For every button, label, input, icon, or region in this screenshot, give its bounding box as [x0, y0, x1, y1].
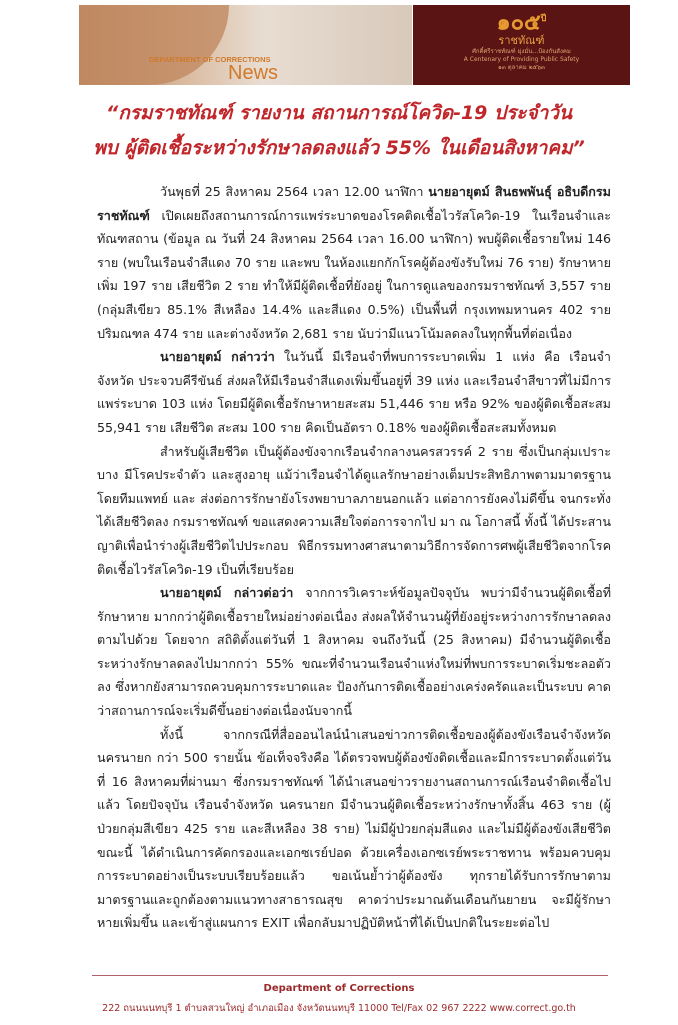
line-text: ซึ่งกรมราชทัณฑ์ ได้นำเสนอข่าวรายงานสถานการณ์เรือนจำติดเชื้อไปแล้ว โดยปัจจุบัน เรือนจำจังหวัด	[97, 773, 611, 813]
line-text: ในห้องแยกกักโรคผู้ต้องขังรับใหม่ 76 ราย) รักษาหายเพิ่ม 197 ราย เสียชีวิต 2 ราย ทำให้มีผู้ติดเชื้อที่ยังอยู่	[97, 254, 611, 294]
banner-arch-graphic	[79, 5, 229, 85]
anniversary-slogan-th: ศักดิ์ศรีราชทัณฑ์ มุ่งมั่น...ป้องกันสังคม	[472, 48, 571, 56]
line-text: สถิติตั้งแต่วันที่ 1 สิงหาคม จนถึงวันนี้ (25 สิงหาคม) มีจำนวนผู้ติดเชื้อระหว่างรักษาลดลงไปมากกว่า 55%	[97, 632, 611, 671]
line-text: มีโรคประจำตัว และสูงอายุ แม้ว่าเรือนจำได้ดูแลรักษาอย่างเต็มประสิทธิภาพตามมาตรฐานโดยทีมแพทย์ และ	[97, 467, 611, 506]
line-text: 103 แห่ง โดยมีผู้ติดเชื้อรักษาหายสะสม 51,446 ราย หรือ 92% ของผู้ติดเชื้อสะสม 55,941 ราย เสียชีวิต	[97, 396, 611, 435]
article-body	[97, 180, 611, 935]
line-text: สำหรับผู้เสียชีวิต เป็นผู้ต้องขังจากเรือนจำกลางนครสวรรค์ 2 ราย ซึ่งเป็นกลุ่มเปราะบาง	[97, 443, 611, 483]
speaker-name: นายอายุตม์ กล่าวต่อว่า	[160, 585, 294, 601]
footer-org: Department of Corrections	[263, 983, 415, 994]
header-banner	[79, 5, 630, 85]
line-text: ส่งต่อการรักษายังโรงพยาบาลภายนอกแล้ว แต่อาการยังคงไม่ดีขึ้น จนกระทั่งได้เสียชีวิตลง กรมราชทัณฑ์	[97, 490, 611, 530]
anniversary-slogan-en: A Centenary of Providing Public Safety	[463, 56, 580, 64]
line-text: 24 สิงหาคม 2564 เวลา 16.00 นาฬิกา) พบผู้ติดเชื้อรายใหม่ 146 ราย (พบในเรือนจำสีแดง 70 ราย และพบ	[97, 231, 611, 270]
line-text: ไม่มีผู้ป่วยกลุ่มสีแดง และไม่มีผู้ต้องขังเสียชีวิต ขณะนี้ ได้ดำเนินการคัดกรองและเอกซเรย์ปอด	[97, 821, 611, 860]
anniversary-logo	[413, 5, 630, 85]
line-text: ในการดูแลของกรมราชทัณฑ์ 3,557 ราย (กลุ่มสีเขียว 85.1% สีเหลือง 14.4% และสีแดง 0.5%) เป็นพื้นที่	[97, 278, 611, 317]
footer	[0, 975, 678, 1015]
line-text: พิธีกรรมทางศาสนาตามวิธีการจัดการศพผู้เสียชีวิตจากโรคติดเชื้อไวรัสโควิด-19 เป็นที่เรียบร้อย	[97, 537, 611, 577]
paragraph-1	[97, 180, 611, 345]
line-text: ป้องกันการติดเชื้ออย่างเคร่งครัดและเป็นระบบ คาดว่าสถานการณ์จะเริ่มดีขึ้นอย่างต่อเนื่องนับจากนี้	[97, 679, 611, 719]
line-text: ประจวบคีรีขันธ์ ส่งผลให้มีเรือนจำสีแดงเพิ่มขึ้นอยู่ที่ 39 แห่ง และเรือนจำสีขาวที่ไม่มีการแพร่ระบาด	[97, 372, 611, 412]
headline-line-1: “กรมราชทัณฑ์ รายงาน สถานการณ์โควิด-19 ประจำวัน	[106, 102, 572, 124]
banner-department-text: DEPARTMENT OF CORRECTIONS	[149, 55, 271, 64]
paragraph-3	[97, 440, 611, 582]
anniversary-number: ๑๐๕	[496, 9, 541, 36]
line-text: ในวันนี้ มีเรือนจำที่พบการระบาดเพิ่ม 1 แห่ง คือ เรือนจำจังหวัด	[97, 349, 611, 388]
banner-photo	[79, 5, 412, 85]
footer-divider	[92, 975, 608, 976]
speaker-name: นายอายุตม์ กล่าวว่า	[160, 349, 275, 365]
headline	[0, 96, 678, 166]
line-text: ทุกรายได้รับการรักษาตามมาตรฐานและถูกต้องตามแนวทางสาธารณสุข คาดว่าประมาณต้นเดือนกันยายน	[97, 868, 611, 907]
line-text: นครนายก มีจำนวนผู้ติดเชื้อระหว่างรักษาทั้งสิ้น 463 ราย (ผู้ป่วยกลุ่มสีเขียว 425 ราย และสีเหลือง 38 ราย)	[97, 797, 611, 837]
paragraph-4	[97, 581, 611, 723]
line-text: จากการวิเคราะห์ข้อมูลปัจจุบัน พบว่ามีจำนวนผู้ติดเชื้อที่รักษาหาย	[97, 585, 611, 624]
footer-address: 222 ถนนนนทบุรี 1 ตำบลสวนใหญ่ อำเภอเมือง จังหวัดนนทบุรี 11000 Tel/Fax 02 967 2222 www.correct.go.th	[102, 1003, 576, 1014]
speaker-name: นายอายุตม์ สินธพพันธุ์ อธิบดีกรมราชทัณฑ์	[97, 184, 611, 223]
line-text: วันพุธที่ 25 สิงหาคม 2564 เวลา 12.00 นาฬิกา	[160, 184, 429, 199]
line-text: ด้วยเครื่องเอกซเรย์พระราชทาน พร้อมควบคุมการระบาดอย่างเป็นระบบเรียบร้อยแล้ว ขอเน้นย้ำว่าผู้ต้องขัง	[97, 844, 611, 884]
anniversary-date: ๑๓ ตุลาคม ๒๕๖๓	[497, 64, 546, 72]
banner-news-text: News	[228, 62, 279, 84]
line-text: กว่า 500 รายนั้น ข้อเท็จจริงคือ ได้ตรวจพบผู้ต้องขังติดเชื้อและมีการระบาดตั้งแต่วันที่ 16 สิงหาคมที่ผ่านมา	[97, 750, 611, 789]
paragraph-5	[97, 723, 611, 935]
line-text: สะสม 100 ราย คิดเป็นอัตรา 0.18% ของผู้ติดเชื้อสะสมทั้งหมด	[217, 419, 557, 435]
line-text: จะมีผู้รักษาหายเพิ่มขึ้น และเข้าสู่แผนการ EXIT เพื่อกลับมาปฏิบัติหน้าที่ได้เป็นปกติในระยะต่อไป	[97, 891, 611, 931]
anniversary-title: ราชทัณฑ์	[498, 34, 545, 48]
anniversary-superscript: ปี	[540, 14, 547, 24]
line-text: มากกว่าผู้ติดเชื้อรายใหม่อย่างต่อเนื่อง ส่งผลให้จำนวนผู้ที่ยังอยู่ระหว่างการรักษาลดลงตามไปด้วย โดยจาก	[97, 608, 611, 648]
line-text: ขอแสดงความเสียใจต่อการจากไป มา ณ โอกาสนี้ ทั้งนี้ ได้ประสานญาติเพื่อนำร่างผู้เสียชีวิตไปประกอบ	[97, 514, 611, 553]
line-text: ทั้งนี้ จากกรณีที่สื่อออนไลน์นำเสนอข่าวการติดเชื้อของผู้ต้องขังเรือนจำจังหวัดนครนายก	[97, 726, 611, 766]
line-text: เปิดเผยถึงสถานการณ์การแพร่ระบาดของโรคติดเชื้อไวรัสโควิด-19 ในเรือนจำและทัณฑสถาน (ข้อมูล ณ วันที่	[97, 207, 611, 247]
line-text: กรุงเทพมหานคร 402 ราย ปริมณฑล 474 ราย และต่างจังหวัด 2,681 ราย นับว่ามีแนวโน้มลดลงในทุกพื้นที่ต่อเนื่อง	[97, 301, 611, 341]
paragraph-2	[97, 345, 611, 439]
line-text: ขณะที่จำนวนเรือนจำแห่งใหม่ที่พบการระบาดเริ่มชะลอตัวลง ซึ่งหากยังสามารถควบคุมการระบาดและ	[97, 655, 611, 695]
headline-line-2: พบ ผู้ติดเชื้อระหว่างรักษาลดลงแล้ว 55% ในเดือนสิงหาคม”	[93, 137, 585, 159]
